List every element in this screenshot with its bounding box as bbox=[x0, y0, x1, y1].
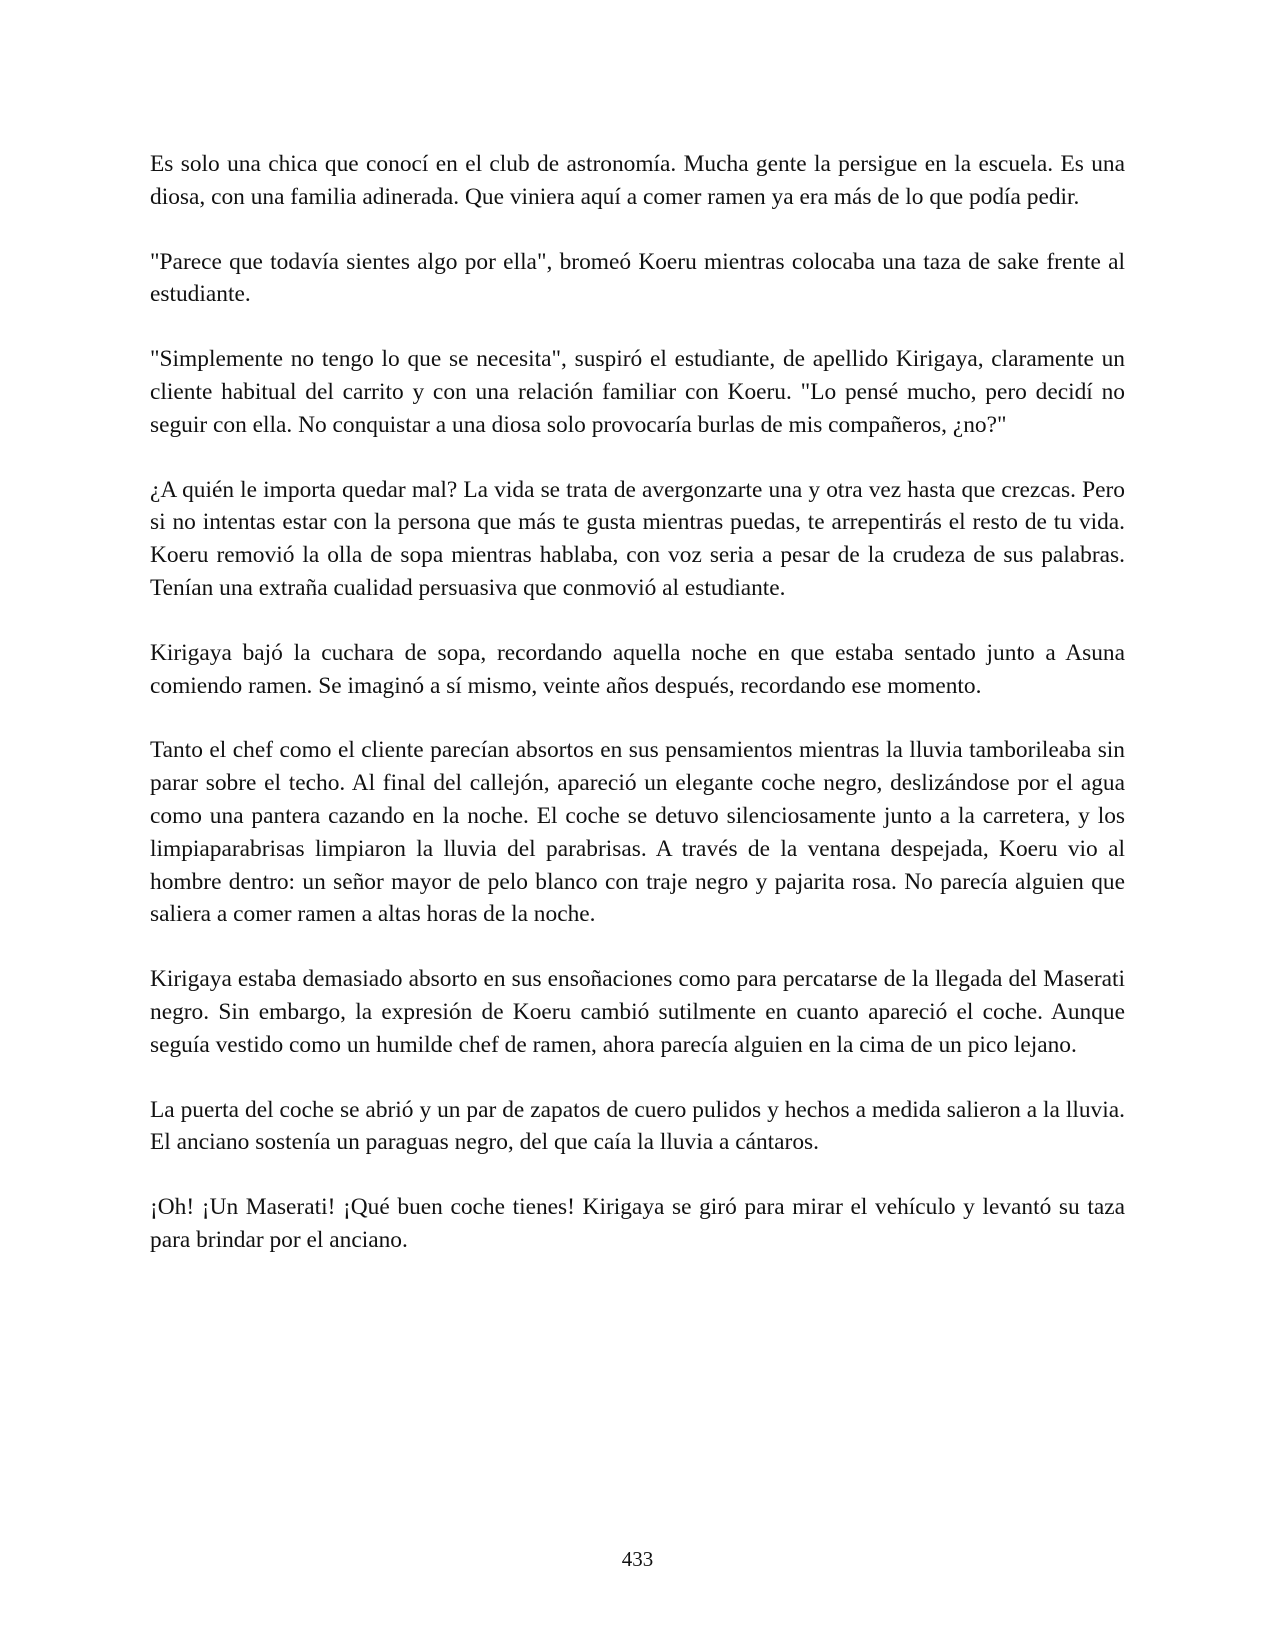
paragraph: Kirigaya estaba demasiado absorto en sus ensoñaciones como para percatarse de la llegada del Maserati negro. Sin embargo, la expresión de Koeru cambió sutilmente en cuanto apareció el coche. Aunque seguía vestido como un humilde chef de ramen, ahora parecía alguien en la cima de un pico lejano. bbox=[150, 966, 1125, 1058]
paragraph: Es solo una chica que conocí en el club de astronomía. Mucha gente la persigue en la escuela. Es una diosa, con una familia adinerada. Que viniera aquí a comer ramen ya era más de lo que podía pedir. bbox=[150, 151, 1125, 210]
paragraph: Kirigaya bajó la cuchara de sopa, recordando aquella noche en que estaba sentado junto a Asuna comiendo ramen. Se imaginó a sí mismo, veinte años después, recordando ese momento. bbox=[150, 639, 1125, 699]
paragraph: Tanto el chef como el cliente parecían absortos en sus pensamientos mientras la lluvia tamborileaba sin parar sobre el techo. Al final del callejón, apareció un elegante coche negro, deslizándose por el agua como una pantera cazando en la noche. El coche se detuvo silenciosamente junto a la carretera, y los limpiaparabrisas limpiaron la lluvia del parabrisas. A través de la ventana despejada, Koeru vio al hombre dentro: un señor mayor de pelo blanco con traje negro y pajarita rosa. No parecía alguien que saliera a comer ramen a altas horas de la noche. bbox=[150, 737, 1125, 928]
paragraph: ¡Oh! ¡Un Maserati! ¡Qué buen coche tienes! Kirigaya se giró para mirar el vehículo y levantó su taza para brindar por el anciano. bbox=[150, 1194, 1125, 1253]
page-number: 433 bbox=[621, 1547, 654, 1571]
paragraph: "Parece que todavía sientes algo por ella", bromeó Koeru mientras colocaba una taza de sake frente al estudiante. bbox=[150, 248, 1125, 308]
paragraph: ¿A quién le importa quedar mal? La vida se trata de avergonzarte una y otra vez hasta que crezcas. Pero si no intentas estar con la persona que más te gusta mientras puedas, te arrepentirás el resto de tu vida. Koeru removió la olla de sopa mientras hablaba, con voz seria a pesar de la crudeza de sus palabras. Tenían una extraña cualidad persuasiva que conmovió al estudiante. bbox=[150, 476, 1125, 601]
body-text bbox=[150, 148, 1125, 1289]
paragraph: La puerta del coche se abrió y un par de zapatos de cuero pulidos y hechos a medida salieron a la lluvia. El anciano sostenía un paraguas negro, del que caía la lluvia a cántaros. bbox=[150, 1096, 1125, 1156]
paragraph: "Simplemente no tengo lo que se necesita", suspiró el estudiante, de apellido Kirigaya, claramente un cliente habitual del carrito y con una relación familiar con Koeru. "Lo pensé mucho, pero decidí no seguir con ella. No conquistar a una diosa solo provocaría burlas de mis compañeros, ¿no?" bbox=[150, 346, 1125, 438]
